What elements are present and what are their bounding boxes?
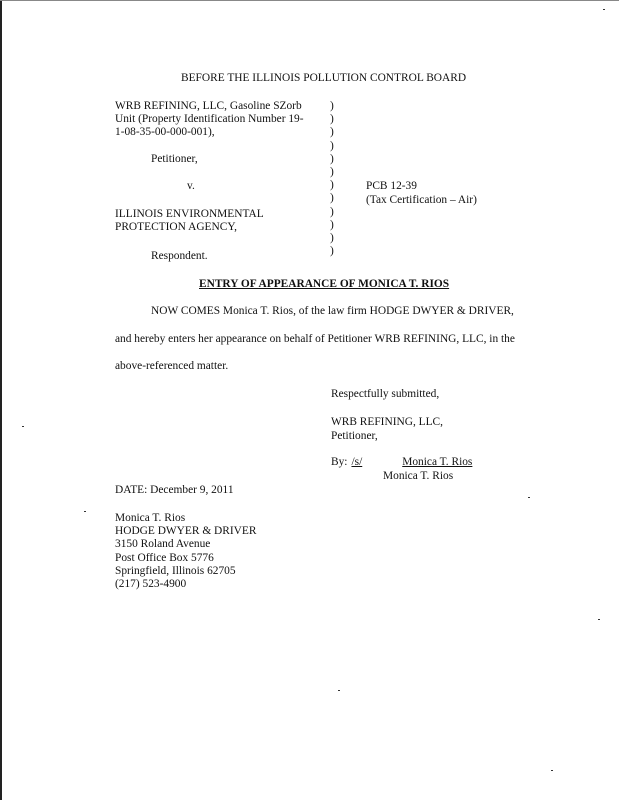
signature-underline [347,456,485,469]
body-line: above-referenced matter. [115,360,229,372]
scan-speck [528,497,530,498]
board-header: BEFORE THE ILLINOIS POLLUTION CONTROL BOARD [181,72,467,84]
closing: Respectfully submitted, [331,388,440,400]
document-title: ENTRY OF APPEARANCE OF MONICA T. RIOS [199,278,450,290]
paren: ) [330,179,334,192]
by-label: By: [331,456,348,468]
case-number: PCB 12-39 [366,180,417,192]
petitioner-role: Petitioner, [151,153,198,165]
paren: ) [330,205,334,218]
paren: ) [330,139,334,152]
electronic-signature: /s/ [351,456,363,468]
scan-speck [551,770,553,771]
body-line: NOW COMES Monica T. Rios, of the law firm HODGE DWYER & DRIVER, [151,305,514,317]
date-line: DATE: December 9, 2011 [115,484,234,496]
versus: v. [187,180,195,192]
paren: ) [330,218,334,231]
contact-line: 3150 Roland Avenue [115,538,211,551]
respondent-name [115,208,264,234]
case-type: (Tax Certification – Air) [366,194,477,206]
scan-speck [603,9,605,10]
caption-parentheses [330,100,334,258]
paren: ) [330,113,334,126]
signature-line [331,456,485,469]
signature-party: WRB REFINING, LLC, [331,416,444,428]
petitioner-name [115,100,304,140]
petitioner-line: 1-08-35-00-000-001), [115,126,215,139]
paren: ) [330,126,334,139]
signer-name: Monica T. Rios [402,456,473,468]
printed-name: Monica T. Rios [383,470,454,482]
scan-speck [598,619,600,620]
paren: ) [330,245,334,258]
scan-speck [338,690,340,691]
scan-top-edge [0,0,619,1]
signature-role: Petitioner, [331,430,378,442]
contact-line: Post Office Box 5776 [115,551,214,564]
scan-left-edge [0,0,2,800]
petitioner-line: WRB REFINING, LLC, Gasoline SZorb [115,100,302,112]
scan-speck [84,511,86,512]
respondent-line: ILLINOIS ENVIRONMENTAL [115,208,264,220]
contact-line: Monica T. Rios [115,512,186,524]
respondent-role: Respondent. [151,250,208,262]
contact-line: (217) 523-4900 [115,577,187,590]
contact-line: HODGE DWYER & DRIVER [115,525,257,538]
paren: ) [330,192,334,205]
paren: ) [330,152,334,165]
contact-block [115,512,256,591]
scan-speck [22,426,24,427]
paren: ) [330,165,334,178]
respondent-line: PROTECTION AGENCY, [115,221,237,234]
paren: ) [330,100,334,112]
paren: ) [330,231,334,244]
petitioner-line: Unit (Property Identification Number 19- [115,113,304,126]
body-line: and hereby enters her appearance on behalf of Petitioner WRB REFINING, LLC, in the [115,333,515,345]
contact-line: Springfield, Illinois 62705 [115,564,236,577]
